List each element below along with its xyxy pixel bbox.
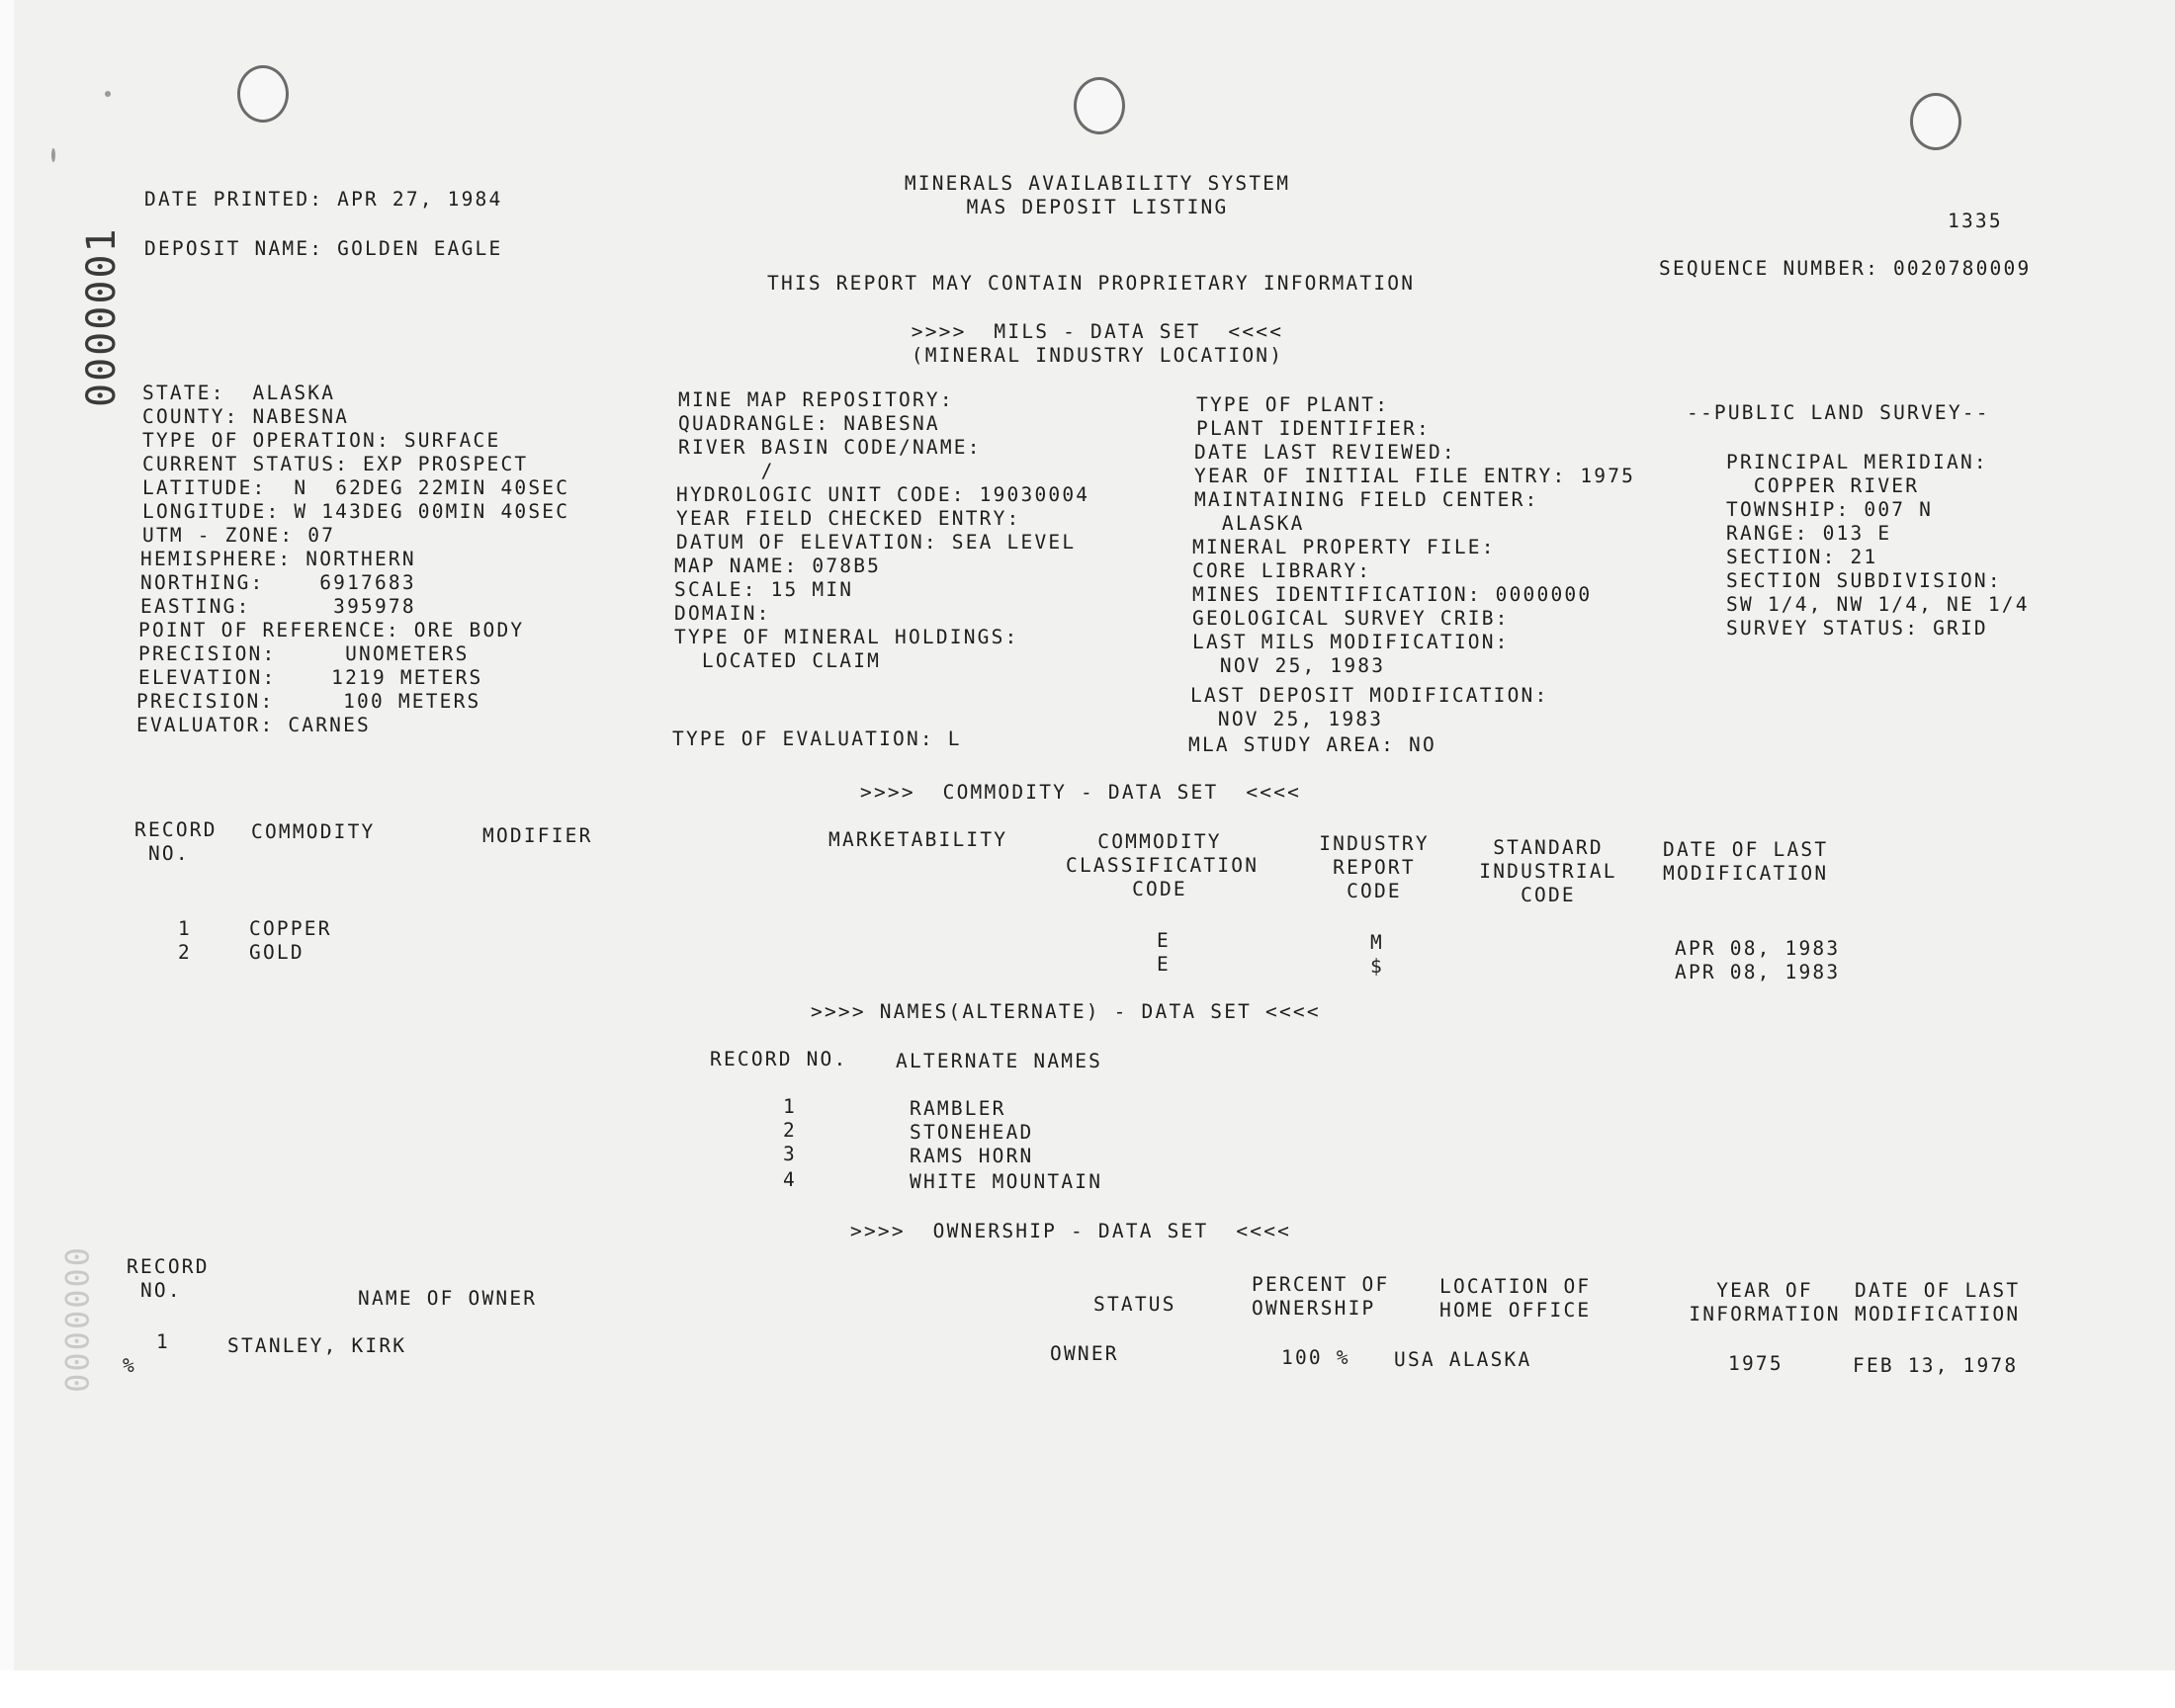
ownership-record-no: 1 <box>156 1330 170 1353</box>
commodity-last-mod: APR 08, 1983 <box>1675 961 1841 983</box>
land-survey-line: SURVEY STATUS: GRID <box>1726 617 1988 640</box>
mils-col3-line: TYPE OF PLANT: <box>1196 393 1390 416</box>
mils-col1-line: UTM - ZONE: 07 <box>142 524 336 547</box>
mils-col3-line: LAST DEPOSIT MODIFICATION: <box>1190 684 1549 707</box>
date-printed: DATE PRINTED: APR 27, 1984 <box>144 188 503 211</box>
mils-col3-line: PLANT IDENTIFIER: <box>1196 417 1431 440</box>
mils-col3-line: YEAR OF INITIAL FILE ENTRY: 1975 <box>1194 465 1636 487</box>
ownership-percent-mark: % <box>123 1354 136 1377</box>
mils-col3-line: DATE LAST REVIEWED: <box>1194 441 1456 464</box>
ownership-header-location: LOCATION OF HOME OFFICE <box>1439 1275 1592 1322</box>
mils-col1-line: LATITUDE: N 62DEG 22MIN 40SEC <box>142 476 570 499</box>
mils-col2-line: QUADRANGLE: NABESNA <box>678 412 940 435</box>
land-survey-line: RANGE: 013 E <box>1726 522 1892 545</box>
mils-col2-line: / <box>678 460 775 482</box>
mils-col3-line: NOV 25, 1983 <box>1192 654 1386 677</box>
ownership-heading: >>>> OWNERSHIP - DATA SET <<<< <box>850 1220 1292 1242</box>
mils-col2-line: LOCATED CLAIM <box>674 649 882 672</box>
mils-col1-line: CURRENT STATUS: EXP PROSPECT <box>142 453 529 475</box>
deposit-name: DEPOSIT NAME: GOLDEN EAGLE <box>144 237 503 260</box>
ownership-header-year: YEAR OF INFORMATION <box>1689 1279 1841 1325</box>
ownership-last-mod: FEB 13, 1978 <box>1853 1354 2019 1377</box>
ink-speck <box>105 91 111 97</box>
alternate-name: WHITE MOUNTAIN <box>910 1170 1103 1193</box>
file-stamp <box>75 194 134 411</box>
commodity-header-industry: INDUSTRY REPORT CODE <box>1319 832 1430 902</box>
mils-col3-line: MAINTAINING FIELD CENTER: <box>1194 488 1539 511</box>
mils-col1-line: POINT OF REFERENCE: ORE BODY <box>138 619 525 641</box>
mils-col2-line: DATUM OF ELEVATION: SEA LEVEL <box>676 531 1077 554</box>
commodity-header-sic: STANDARD INDUSTRIAL CODE <box>1479 836 1617 906</box>
commodity-report-code: $ <box>1370 955 1384 978</box>
commodity-report-code: M <box>1370 931 1384 954</box>
names-header-alternate: ALTERNATE NAMES <box>896 1050 1103 1072</box>
mils-col3-line: MLA STUDY AREA: NO <box>1188 733 1436 756</box>
land-survey-line: COPPER RIVER <box>1726 474 1920 497</box>
names-record-no: 2 <box>783 1119 797 1142</box>
type-of-evaluation: TYPE OF EVALUATION: L <box>672 727 962 750</box>
scan-margin <box>0 1670 2175 1708</box>
ownership-header-owner: NAME OF OWNER <box>358 1287 538 1310</box>
mils-col1-line: EASTING: 395978 <box>140 595 416 618</box>
commodity-last-mod: APR 08, 1983 <box>1675 937 1841 960</box>
mils-col2-line: HYDROLOGIC UNIT CODE: 19030004 <box>676 483 1090 506</box>
mils-col3-line: LAST MILS MODIFICATION: <box>1192 631 1510 653</box>
punch-hole-right <box>1910 93 1961 150</box>
mils-col3-line: ALASKA <box>1194 512 1305 535</box>
commodity-record-no: 1 <box>178 917 192 940</box>
mils-col2-line: MAP NAME: 078B5 <box>674 555 882 577</box>
bleed-through-stamp: 0000000 <box>57 1247 95 1395</box>
mils-col3-line: GEOLOGICAL SURVEY CRIB: <box>1192 607 1510 630</box>
commodity-header-classification: COMMODITY CLASSIFICATION CODE <box>1066 830 1260 900</box>
alternate-name: STONEHEAD <box>910 1121 1034 1144</box>
mils-col1-line: ELEVATION: 1219 METERS <box>138 666 483 689</box>
land-survey-line: SW 1/4, NW 1/4, NE 1/4 <box>1726 593 2030 616</box>
land-survey-line: SECTION SUBDIVISION: <box>1726 569 2002 592</box>
alternate-name: RAMBLER <box>910 1097 1006 1120</box>
ownership-year: 1975 <box>1728 1352 1784 1375</box>
commodity-class-code: E <box>1157 953 1171 976</box>
system-title: MINERALS AVAILABILITY SYSTEM <box>904 172 1291 195</box>
mils-col3-line: MINERAL PROPERTY FILE: <box>1192 536 1496 558</box>
page-number: 1335 <box>1948 210 2003 232</box>
names-record-no: 4 <box>783 1168 797 1191</box>
commodity-header-commodity: COMMODITY <box>251 820 376 843</box>
mils-col3-line: CORE LIBRARY: <box>1192 559 1372 582</box>
ownership-location: USA ALASKA <box>1394 1348 1532 1371</box>
mils-col1-line: PRECISION: UNOMETERS <box>138 642 470 665</box>
commodity-header-marketability: MARKETABILITY <box>828 828 1008 851</box>
owner-name: STANLEY, KIRK <box>227 1334 407 1357</box>
ownership-header-status: STATUS <box>1093 1293 1176 1316</box>
land-survey-line: PRINCIPAL MERIDIAN: <box>1726 451 1988 473</box>
land-survey-title: --PUBLIC LAND SURVEY-- <box>1687 401 1990 424</box>
ownership-percent: 100 % <box>1281 1346 1350 1369</box>
alternate-name: RAMS HORN <box>910 1145 1034 1167</box>
mils-col1-line: TYPE OF OPERATION: SURFACE <box>142 429 501 452</box>
ownership-header-last-mod: DATE OF LAST MODIFICATION <box>1855 1279 2021 1325</box>
listing-title: MAS DEPOSIT LISTING <box>966 196 1229 218</box>
ownership-status: OWNER <box>1050 1342 1119 1365</box>
commodity-header-record: RECORD NO. <box>134 818 218 865</box>
proprietary-notice: THIS REPORT MAY CONTAIN PROPRIETARY INFORMATION <box>767 272 1416 295</box>
commodity-heading: >>>> COMMODITY - DATA SET <<<< <box>860 781 1302 804</box>
mils-col1-line: HEMISPHERE: NORTHERN <box>140 548 416 570</box>
names-heading: >>>> NAMES(ALTERNATE) - DATA SET <<<< <box>811 1000 1321 1023</box>
names-header-record: RECORD NO. <box>710 1048 848 1070</box>
mils-col2-line: MINE MAP REPOSITORY: <box>678 388 954 411</box>
mils-heading: >>>> MILS - DATA SET <<<< <box>911 320 1284 343</box>
ownership-header-record: RECORD NO. <box>127 1255 210 1302</box>
mils-col1-line: EVALUATOR: CARNES <box>136 714 371 736</box>
commodity-name: GOLD <box>249 941 304 964</box>
paper-edge <box>0 0 14 1708</box>
mils-col2-line: RIVER BASIN CODE/NAME: <box>678 436 982 459</box>
commodity-header-modifier: MODIFIER <box>482 824 593 847</box>
land-survey-line: SECTION: 21 <box>1726 546 1878 568</box>
mils-col3-line: MINES IDENTIFICATION: 0000000 <box>1192 583 1593 606</box>
commodity-name: COPPER <box>249 917 332 940</box>
commodity-record-no: 2 <box>178 941 192 964</box>
names-record-no: 3 <box>783 1143 797 1165</box>
mils-col2-line: SCALE: 15 MIN <box>674 578 854 601</box>
commodity-class-code: E <box>1157 929 1171 952</box>
punch-hole-left <box>237 65 289 123</box>
mils-subheading: (MINERAL INDUSTRY LOCATION) <box>911 344 1284 367</box>
punch-hole-center <box>1074 77 1125 134</box>
file-stamp-text: 0000001 <box>79 226 125 407</box>
mils-col1-line: COUNTY: NABESNA <box>142 405 350 428</box>
mils-col2-line: TYPE OF MINERAL HOLDINGS: <box>674 626 1019 648</box>
mils-col3-line: NOV 25, 1983 <box>1190 708 1384 730</box>
ink-speck <box>51 148 55 162</box>
mils-col1-line: STATE: ALASKA <box>142 382 336 404</box>
sequence-number: SEQUENCE NUMBER: 0020780009 <box>1659 257 2032 280</box>
mils-col1-line: LONGITUDE: W 143DEG 00MIN 40SEC <box>142 500 570 523</box>
mils-col1-line: PRECISION: 100 METERS <box>136 690 481 713</box>
names-record-no: 1 <box>783 1095 797 1118</box>
mils-col2-line: YEAR FIELD CHECKED ENTRY: <box>676 507 1021 530</box>
ownership-header-percent: PERCENT OF OWNERSHIP <box>1252 1273 1390 1320</box>
mils-col1-line: NORTHING: 6917683 <box>140 571 416 594</box>
mils-col2-line: DOMAIN: <box>674 602 771 625</box>
land-survey-line: TOWNSHIP: 007 N <box>1726 498 1934 521</box>
commodity-header-last-mod: DATE OF LAST MODIFICATION <box>1663 838 1829 885</box>
